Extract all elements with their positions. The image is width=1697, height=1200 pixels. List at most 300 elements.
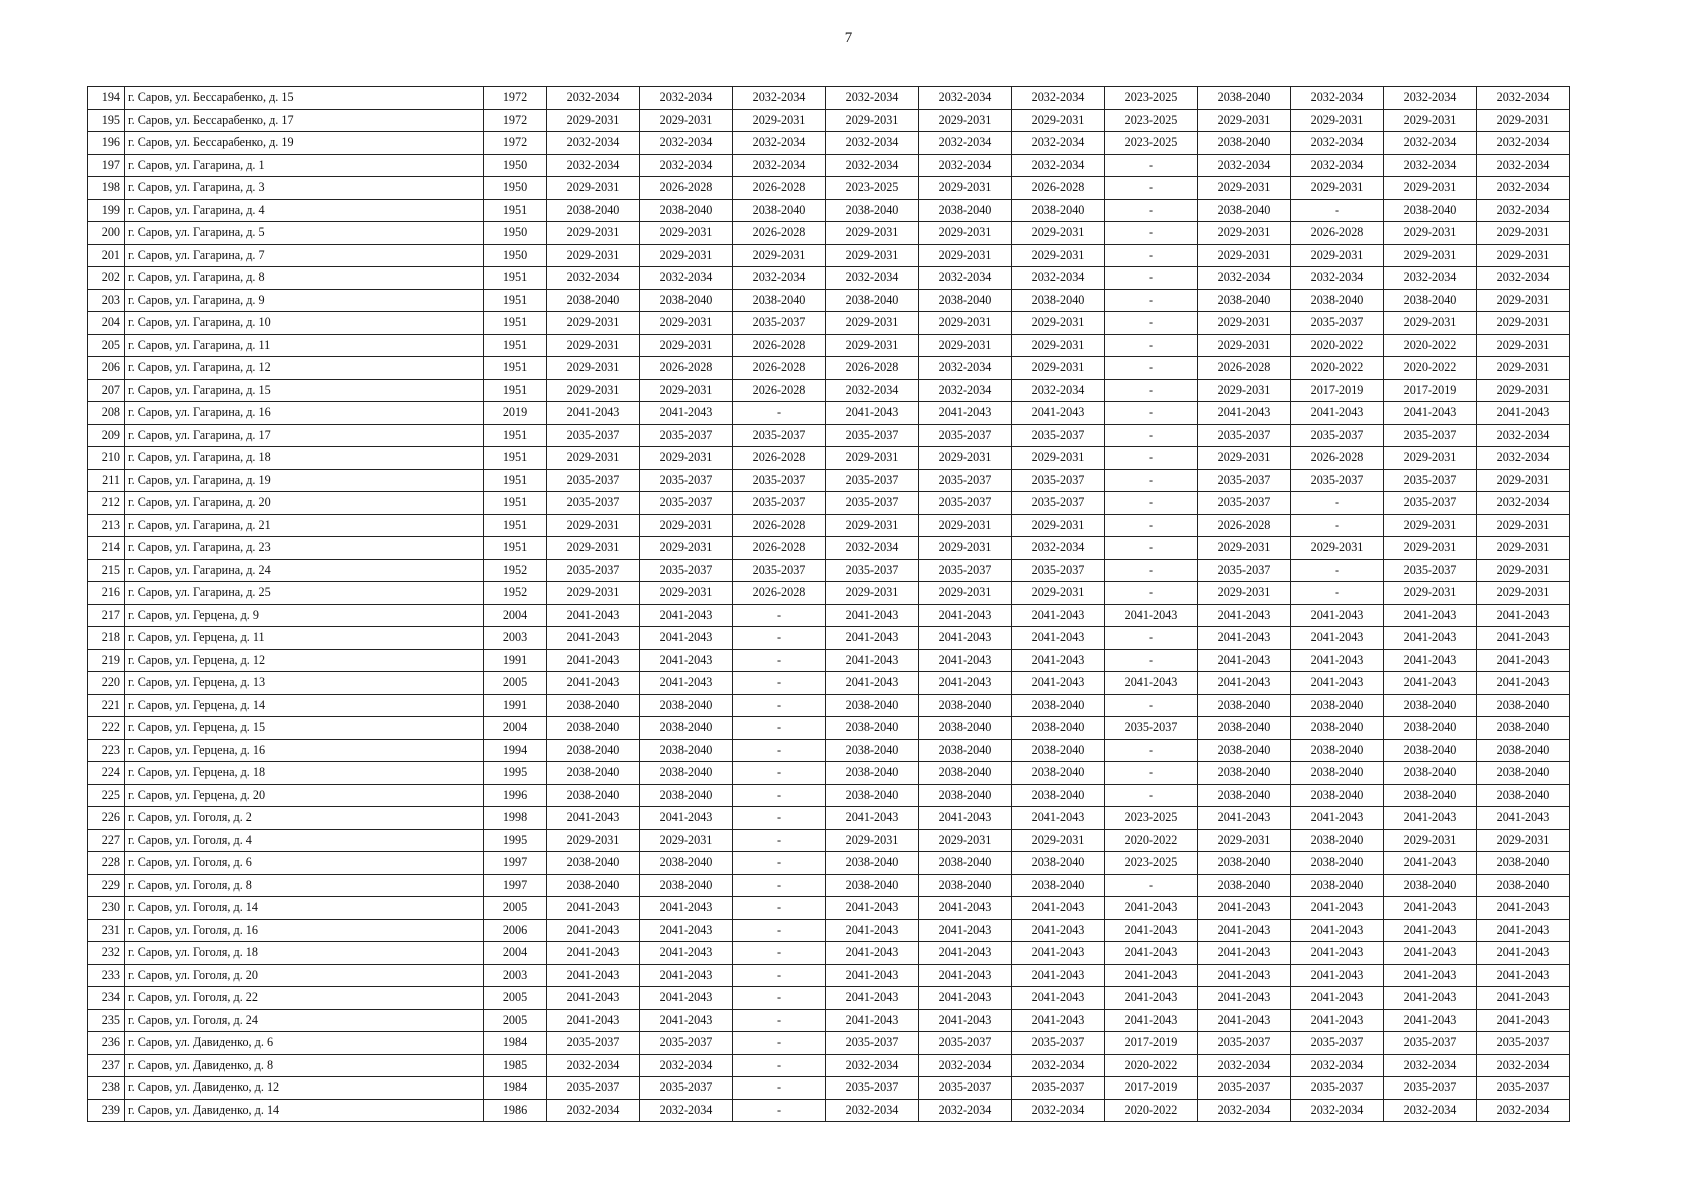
period-cell: 2041-2043 (547, 919, 640, 942)
period-cell: 2038-2040 (1198, 852, 1291, 875)
period-cell: - (733, 1077, 826, 1100)
period-cell: 2035-2037 (1291, 1077, 1384, 1100)
period-cell: 2029-2031 (1477, 829, 1570, 852)
period-cell: 2029-2031 (640, 379, 733, 402)
period-cell: 2038-2040 (1198, 762, 1291, 785)
period-cell: - (733, 694, 826, 717)
address-cell: г. Саров, ул. Гоголя, д. 4 (125, 829, 484, 852)
period-cell: 2041-2043 (1291, 604, 1384, 627)
period-cell: 2041-2043 (1291, 1009, 1384, 1032)
period-cell: 2041-2043 (547, 942, 640, 965)
period-cell: 2026-2028 (733, 447, 826, 470)
period-cell: 2029-2031 (1477, 559, 1570, 582)
year-built-cell: 1998 (484, 807, 547, 830)
period-cell: 2035-2037 (919, 559, 1012, 582)
address-cell: г. Саров, ул. Гагарина, д. 19 (125, 469, 484, 492)
period-cell: - (1105, 469, 1198, 492)
period-cell: 2035-2037 (1012, 424, 1105, 447)
table-row (88, 514, 1570, 537)
address-cell: г. Саров, ул. Давиденко, д. 12 (125, 1077, 484, 1100)
period-cell: 2026-2028 (733, 357, 826, 380)
year-built-cell: 1950 (484, 244, 547, 267)
period-cell: 2041-2043 (826, 627, 919, 650)
address-cell: г. Саров, ул. Герцена, д. 20 (125, 784, 484, 807)
year-built-cell: 1951 (484, 514, 547, 537)
period-cell: 2032-2034 (640, 132, 733, 155)
year-built-cell: 1995 (484, 762, 547, 785)
period-cell: 2035-2037 (1012, 1032, 1105, 1055)
period-cell: 2041-2043 (826, 897, 919, 920)
period-cell: - (1105, 739, 1198, 762)
period-cell: - (1291, 559, 1384, 582)
period-cell: 2041-2043 (1198, 964, 1291, 987)
period-cell: 2032-2034 (1291, 132, 1384, 155)
period-cell: 2038-2040 (826, 784, 919, 807)
table-row (88, 694, 1570, 717)
period-cell: 2029-2031 (1012, 447, 1105, 470)
period-cell: 2032-2034 (826, 379, 919, 402)
row-number-cell: 212 (88, 492, 125, 515)
row-number-cell: 218 (88, 627, 125, 650)
period-cell: - (1105, 289, 1198, 312)
row-number-cell: 228 (88, 852, 125, 875)
year-built-cell: 2003 (484, 964, 547, 987)
address-cell: г. Саров, ул. Гоголя, д. 14 (125, 897, 484, 920)
address-cell: г. Саров, ул. Гагарина, д. 25 (125, 582, 484, 605)
period-cell: 2032-2034 (640, 1099, 733, 1122)
period-cell: 2029-2031 (1384, 177, 1477, 200)
year-built-cell: 1951 (484, 289, 547, 312)
period-cell: 2035-2037 (640, 1032, 733, 1055)
period-cell: 2035-2037 (733, 469, 826, 492)
period-cell: 2038-2040 (1012, 762, 1105, 785)
period-cell: 2026-2028 (733, 222, 826, 245)
period-cell: 2035-2037 (547, 559, 640, 582)
period-cell: 2038-2040 (1198, 717, 1291, 740)
period-cell: 2032-2034 (826, 154, 919, 177)
year-built-cell: 1972 (484, 87, 547, 110)
period-cell: 2038-2040 (1291, 739, 1384, 762)
period-cell: 2038-2040 (1012, 874, 1105, 897)
period-cell: 2038-2040 (1477, 852, 1570, 875)
period-cell: 2038-2040 (640, 784, 733, 807)
period-cell: 2041-2043 (1198, 672, 1291, 695)
period-cell: 2041-2043 (1384, 919, 1477, 942)
period-cell: 2032-2034 (547, 1099, 640, 1122)
period-cell: 2038-2040 (1012, 739, 1105, 762)
period-cell: 2035-2037 (1384, 469, 1477, 492)
period-cell: 2023-2025 (1105, 132, 1198, 155)
year-built-cell: 1951 (484, 492, 547, 515)
period-cell: 2041-2043 (1384, 987, 1477, 1010)
period-cell: 2035-2037 (1012, 469, 1105, 492)
period-cell: 2029-2031 (1384, 109, 1477, 132)
period-cell: 2035-2037 (1291, 312, 1384, 335)
table-row (88, 334, 1570, 357)
period-cell: - (1105, 177, 1198, 200)
period-cell: 2029-2031 (1477, 312, 1570, 335)
address-cell: г. Саров, ул. Герцена, д. 16 (125, 739, 484, 762)
year-built-cell: 1995 (484, 829, 547, 852)
period-cell: 2035-2037 (919, 492, 1012, 515)
period-cell: 2035-2037 (1384, 1032, 1477, 1055)
period-cell: - (1105, 267, 1198, 290)
period-cell: 2029-2031 (547, 109, 640, 132)
row-number-cell: 224 (88, 762, 125, 785)
period-cell: 2041-2043 (1198, 627, 1291, 650)
period-cell: 2038-2040 (919, 739, 1012, 762)
period-cell: 2041-2043 (1477, 1009, 1570, 1032)
period-cell: - (733, 672, 826, 695)
period-cell: 2041-2043 (547, 987, 640, 1010)
period-cell: 2032-2034 (640, 1054, 733, 1077)
period-cell: 2029-2031 (640, 222, 733, 245)
address-cell: г. Саров, ул. Герцена, д. 9 (125, 604, 484, 627)
period-cell: 2038-2040 (826, 874, 919, 897)
row-number-cell: 225 (88, 784, 125, 807)
period-cell: 2029-2031 (640, 537, 733, 560)
period-cell: 2041-2043 (826, 964, 919, 987)
table-row (88, 717, 1570, 740)
period-cell: 2038-2040 (1477, 739, 1570, 762)
period-cell: 2023-2025 (1105, 87, 1198, 110)
period-cell: 2023-2025 (1105, 109, 1198, 132)
period-cell: 2035-2037 (1198, 469, 1291, 492)
period-cell: 2029-2031 (547, 177, 640, 200)
period-cell: - (1105, 334, 1198, 357)
period-cell: 2029-2031 (826, 582, 919, 605)
period-cell: 2041-2043 (919, 1009, 1012, 1032)
period-cell: 2032-2034 (919, 132, 1012, 155)
period-cell: 2035-2037 (1384, 559, 1477, 582)
period-cell: 2029-2031 (1198, 582, 1291, 605)
period-cell: 2041-2043 (1105, 987, 1198, 1010)
address-cell: г. Саров, ул. Гагарина, д. 18 (125, 447, 484, 470)
period-cell: 2041-2043 (640, 672, 733, 695)
period-cell: 2038-2040 (919, 762, 1012, 785)
period-cell: - (733, 852, 826, 875)
table-row (88, 267, 1570, 290)
period-cell: 2041-2043 (919, 604, 1012, 627)
period-cell: 2041-2043 (1291, 964, 1384, 987)
address-cell: г. Саров, ул. Гагарина, д. 7 (125, 244, 484, 267)
period-cell: 2029-2031 (826, 222, 919, 245)
period-cell: 2041-2043 (1105, 919, 1198, 942)
period-cell: 2017-2019 (1291, 379, 1384, 402)
row-number-cell: 217 (88, 604, 125, 627)
period-cell: 2029-2031 (640, 244, 733, 267)
period-cell: 2041-2043 (826, 604, 919, 627)
year-built-cell: 1952 (484, 582, 547, 605)
period-cell: 2038-2040 (1291, 717, 1384, 740)
address-cell: г. Саров, ул. Гоголя, д. 18 (125, 942, 484, 965)
row-number-cell: 229 (88, 874, 125, 897)
period-cell: 2029-2031 (547, 514, 640, 537)
period-cell: 2026-2028 (1198, 357, 1291, 380)
period-cell: 2032-2034 (1477, 1099, 1570, 1122)
period-cell: 2035-2037 (547, 1077, 640, 1100)
table-row (88, 87, 1570, 110)
period-cell: 2032-2034 (547, 132, 640, 155)
period-cell: 2041-2043 (1198, 604, 1291, 627)
period-cell: 2029-2031 (1012, 357, 1105, 380)
period-cell: 2038-2040 (547, 739, 640, 762)
period-cell: 2038-2040 (826, 762, 919, 785)
row-number-cell: 219 (88, 649, 125, 672)
year-built-cell: 1972 (484, 132, 547, 155)
period-cell: 2038-2040 (640, 739, 733, 762)
period-cell: 2029-2031 (1477, 537, 1570, 560)
period-cell: 2038-2040 (1012, 852, 1105, 875)
row-number-cell: 235 (88, 1009, 125, 1032)
period-cell: 2038-2040 (919, 852, 1012, 875)
table-row (88, 1054, 1570, 1077)
period-cell: 2041-2043 (919, 672, 1012, 695)
period-cell: 2041-2043 (1477, 919, 1570, 942)
address-cell: г. Саров, ул. Гагарина, д. 17 (125, 424, 484, 447)
period-cell: 2041-2043 (1384, 964, 1477, 987)
period-cell: - (1105, 784, 1198, 807)
table-row (88, 874, 1570, 897)
period-cell: - (733, 649, 826, 672)
period-cell: 2041-2043 (1198, 807, 1291, 830)
period-cell: 2041-2043 (1477, 807, 1570, 830)
period-cell: - (1105, 154, 1198, 177)
year-built-cell: 1991 (484, 694, 547, 717)
address-cell: г. Саров, ул. Гагарина, д. 9 (125, 289, 484, 312)
period-cell: - (1291, 514, 1384, 537)
period-cell: 2038-2040 (919, 694, 1012, 717)
period-cell: 2041-2043 (640, 1009, 733, 1032)
row-number-cell: 213 (88, 514, 125, 537)
period-cell: 2035-2037 (1291, 424, 1384, 447)
period-cell: - (733, 1099, 826, 1122)
address-cell: г. Саров, ул. Гагарина, д. 20 (125, 492, 484, 515)
period-cell: 2029-2031 (1384, 222, 1477, 245)
period-cell: 2035-2037 (919, 424, 1012, 447)
period-cell: 2038-2040 (1198, 132, 1291, 155)
year-built-cell: 1951 (484, 424, 547, 447)
period-cell: 2041-2043 (640, 627, 733, 650)
period-cell: 2020-2022 (1384, 334, 1477, 357)
period-cell: - (733, 919, 826, 942)
period-cell: 2029-2031 (919, 222, 1012, 245)
year-built-cell: 1997 (484, 874, 547, 897)
table-row (88, 964, 1570, 987)
period-cell: 2032-2034 (1198, 1054, 1291, 1077)
period-cell: 2032-2034 (1384, 87, 1477, 110)
address-cell: г. Саров, ул. Гоголя, д. 8 (125, 874, 484, 897)
period-cell: 2041-2043 (919, 942, 1012, 965)
period-cell: - (1105, 559, 1198, 582)
period-cell: 2035-2037 (1012, 1077, 1105, 1100)
period-cell: 2032-2034 (1198, 1099, 1291, 1122)
table-row (88, 1032, 1570, 1055)
period-cell: 2041-2043 (826, 1009, 919, 1032)
period-cell: 2032-2034 (1291, 1099, 1384, 1122)
period-cell: 2029-2031 (1477, 514, 1570, 537)
period-cell: 2038-2040 (919, 289, 1012, 312)
period-cell: 2038-2040 (547, 874, 640, 897)
period-cell: 2032-2034 (1291, 267, 1384, 290)
period-cell: 2041-2043 (1384, 402, 1477, 425)
row-number-cell: 238 (88, 1077, 125, 1100)
row-number-cell: 210 (88, 447, 125, 470)
year-built-cell: 1951 (484, 357, 547, 380)
period-cell: 2038-2040 (1291, 829, 1384, 852)
period-cell: 2038-2040 (640, 762, 733, 785)
row-number-cell: 220 (88, 672, 125, 695)
period-cell: 2029-2031 (547, 537, 640, 560)
period-cell: 2032-2034 (733, 132, 826, 155)
period-cell: 2032-2034 (1012, 87, 1105, 110)
row-number-cell: 195 (88, 109, 125, 132)
period-cell: 2035-2037 (547, 424, 640, 447)
address-cell: г. Саров, ул. Герцена, д. 14 (125, 694, 484, 717)
period-cell: 2032-2034 (1291, 154, 1384, 177)
period-cell: 2041-2043 (826, 672, 919, 695)
period-cell: 2038-2040 (1477, 784, 1570, 807)
period-cell: 2032-2034 (826, 1099, 919, 1122)
period-cell: - (733, 762, 826, 785)
period-cell: - (733, 627, 826, 650)
address-cell: г. Саров, ул. Гоголя, д. 16 (125, 919, 484, 942)
period-cell: 2041-2043 (1384, 942, 1477, 965)
period-cell: - (1105, 514, 1198, 537)
period-cell: 2038-2040 (1012, 717, 1105, 740)
year-built-cell: 1997 (484, 852, 547, 875)
period-cell: 2035-2037 (547, 1032, 640, 1055)
period-cell: 2035-2037 (547, 469, 640, 492)
period-cell: 2041-2043 (919, 649, 1012, 672)
row-number-cell: 202 (88, 267, 125, 290)
year-built-cell: 1986 (484, 1099, 547, 1122)
period-cell: 2029-2031 (1012, 222, 1105, 245)
period-cell: 2041-2043 (919, 627, 1012, 650)
row-number-cell: 231 (88, 919, 125, 942)
period-cell: 2029-2031 (640, 829, 733, 852)
period-cell: 2038-2040 (1012, 784, 1105, 807)
period-cell: 2041-2043 (640, 919, 733, 942)
year-built-cell: 1951 (484, 469, 547, 492)
period-cell: 2029-2031 (919, 514, 1012, 537)
period-cell: 2035-2037 (826, 469, 919, 492)
table-row (88, 154, 1570, 177)
row-number-cell: 215 (88, 559, 125, 582)
period-cell: 2035-2037 (1477, 1077, 1570, 1100)
period-cell: 2041-2043 (1384, 627, 1477, 650)
period-cell: 2029-2031 (919, 582, 1012, 605)
period-cell: 2041-2043 (640, 964, 733, 987)
table-row (88, 942, 1570, 965)
period-cell: 2041-2043 (1012, 402, 1105, 425)
table-row (88, 424, 1570, 447)
period-cell: 2032-2034 (1477, 267, 1570, 290)
row-number-cell: 232 (88, 942, 125, 965)
period-cell: 2026-2028 (1291, 222, 1384, 245)
period-cell: 2041-2043 (919, 964, 1012, 987)
period-cell: 2032-2034 (826, 1054, 919, 1077)
period-cell: - (1105, 762, 1198, 785)
period-cell: 2032-2034 (1012, 267, 1105, 290)
year-built-cell: 1951 (484, 312, 547, 335)
period-cell: - (1291, 582, 1384, 605)
period-cell: - (733, 897, 826, 920)
year-built-cell: 1991 (484, 649, 547, 672)
period-cell: 2041-2043 (919, 807, 1012, 830)
address-cell: г. Саров, ул. Бессарабенко, д. 17 (125, 109, 484, 132)
period-cell: 2041-2043 (1012, 604, 1105, 627)
period-cell: - (733, 807, 826, 830)
period-cell: 2041-2043 (1477, 604, 1570, 627)
period-cell: 2029-2031 (547, 334, 640, 357)
period-cell: 2038-2040 (1012, 694, 1105, 717)
address-cell: г. Саров, ул. Гагарина, д. 1 (125, 154, 484, 177)
period-cell: 2038-2040 (640, 199, 733, 222)
period-cell: 2041-2043 (547, 627, 640, 650)
period-cell: 2035-2037 (1198, 1032, 1291, 1055)
row-number-cell: 207 (88, 379, 125, 402)
row-number-cell: 226 (88, 807, 125, 830)
table-row (88, 177, 1570, 200)
period-cell: 2029-2031 (1198, 312, 1291, 335)
period-cell: 2038-2040 (547, 852, 640, 875)
address-cell: г. Саров, ул. Гоголя, д. 22 (125, 987, 484, 1010)
period-cell: 2026-2028 (733, 582, 826, 605)
table-row (88, 784, 1570, 807)
period-cell: 2035-2037 (1477, 1032, 1570, 1055)
row-number-cell: 209 (88, 424, 125, 447)
period-cell: 2032-2034 (1477, 199, 1570, 222)
period-cell: 2041-2043 (640, 649, 733, 672)
period-cell: 2041-2043 (640, 604, 733, 627)
period-cell: 2041-2043 (640, 987, 733, 1010)
period-cell: 2038-2040 (640, 289, 733, 312)
period-cell: 2038-2040 (547, 289, 640, 312)
period-cell: 2032-2034 (919, 154, 1012, 177)
period-cell: 2041-2043 (826, 942, 919, 965)
period-cell: 2041-2043 (640, 942, 733, 965)
period-cell: 2035-2037 (733, 559, 826, 582)
period-cell: 2032-2034 (1012, 1099, 1105, 1122)
period-cell: 2029-2031 (547, 312, 640, 335)
row-number-cell: 205 (88, 334, 125, 357)
period-cell: 2032-2034 (1477, 424, 1570, 447)
row-number-cell: 201 (88, 244, 125, 267)
period-cell: 2038-2040 (826, 739, 919, 762)
year-built-cell: 1951 (484, 334, 547, 357)
period-cell: - (1105, 627, 1198, 650)
period-cell: 2038-2040 (1198, 199, 1291, 222)
period-cell: 2041-2043 (1477, 942, 1570, 965)
period-cell: 2035-2037 (1384, 1077, 1477, 1100)
period-cell: 2032-2034 (1384, 1099, 1477, 1122)
period-cell: 2032-2034 (826, 267, 919, 290)
period-cell: 2029-2031 (919, 829, 1012, 852)
period-cell: 2035-2037 (640, 1077, 733, 1100)
year-built-cell: 1972 (484, 109, 547, 132)
period-cell: 2041-2043 (826, 987, 919, 1010)
period-cell: 2041-2043 (1291, 942, 1384, 965)
period-cell: 2035-2037 (733, 312, 826, 335)
period-cell: 2029-2031 (919, 244, 1012, 267)
period-cell: - (1105, 357, 1198, 380)
table-row (88, 379, 1570, 402)
period-cell: 2029-2031 (640, 334, 733, 357)
table-row (88, 649, 1570, 672)
period-cell: 2032-2034 (1291, 87, 1384, 110)
period-cell: 2041-2043 (1012, 897, 1105, 920)
